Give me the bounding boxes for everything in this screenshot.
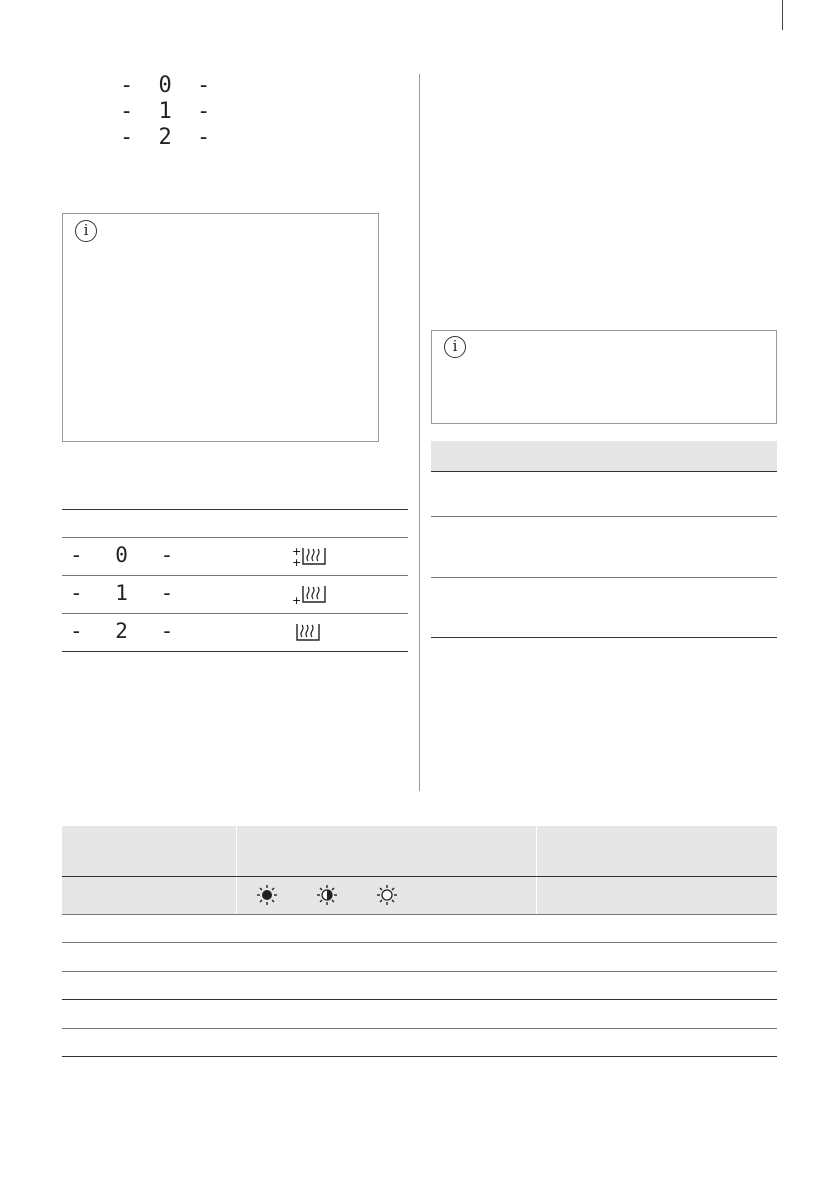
sun-full-icon: [256, 884, 278, 906]
heat-level-medium-icon: [292, 582, 332, 608]
bottom-table-header: [62, 826, 777, 876]
level-table-bottom-rule: [62, 651, 408, 652]
svg-text:+: +: [292, 594, 302, 607]
bottom-table-row-rule: [62, 914, 777, 915]
info-note-box-right: [431, 330, 777, 424]
right-table-header: [431, 441, 777, 471]
level-table-header-rule: [62, 537, 408, 538]
level-table-code-2: - 2 -: [70, 619, 184, 643]
info-note-box-left: [62, 213, 379, 442]
info-icon: i: [444, 336, 466, 358]
right-table-row-rule: [431, 577, 777, 578]
bottom-table-row-rule: [62, 942, 777, 943]
heat-level-high-icon: [292, 544, 332, 570]
right-table-row-rule: [431, 516, 777, 517]
bottom-table-subheader-divider: [236, 877, 237, 914]
bottom-table-subheader: [62, 877, 777, 914]
crop-mark: [782, 0, 783, 30]
level-table-top-rule: [62, 509, 408, 510]
bottom-table-row-rule: [62, 971, 777, 972]
heat-level-low-icon: [292, 620, 332, 646]
level-table-code-1: - 1 -: [70, 581, 184, 605]
level-code-2: - 2 -: [120, 125, 217, 150]
bottom-table-row-rule: [62, 1028, 777, 1029]
level-code-0: - 0 -: [120, 73, 217, 98]
level-table-row-rule: [62, 575, 408, 576]
level-table-row-rule: [62, 613, 408, 614]
bottom-table-row-rule: [62, 999, 777, 1000]
level-code-1: - 1 -: [120, 99, 217, 124]
column-divider: [419, 74, 420, 791]
sun-empty-icon: [376, 884, 398, 906]
svg-text:+: +: [292, 545, 302, 558]
bottom-table-subheader-divider: [536, 877, 537, 914]
info-icon: i: [75, 220, 97, 242]
sun-half-icon: [316, 884, 338, 906]
bottom-table-bottom-rule: [62, 1056, 777, 1057]
level-table-code-0: - 0 -: [70, 543, 184, 567]
right-table-bottom-rule: [431, 637, 777, 638]
svg-text:+: +: [292, 556, 302, 569]
bottom-table-header-divider: [236, 826, 237, 876]
right-table-header-rule: [431, 471, 777, 472]
bottom-table-header-divider: [536, 826, 537, 876]
